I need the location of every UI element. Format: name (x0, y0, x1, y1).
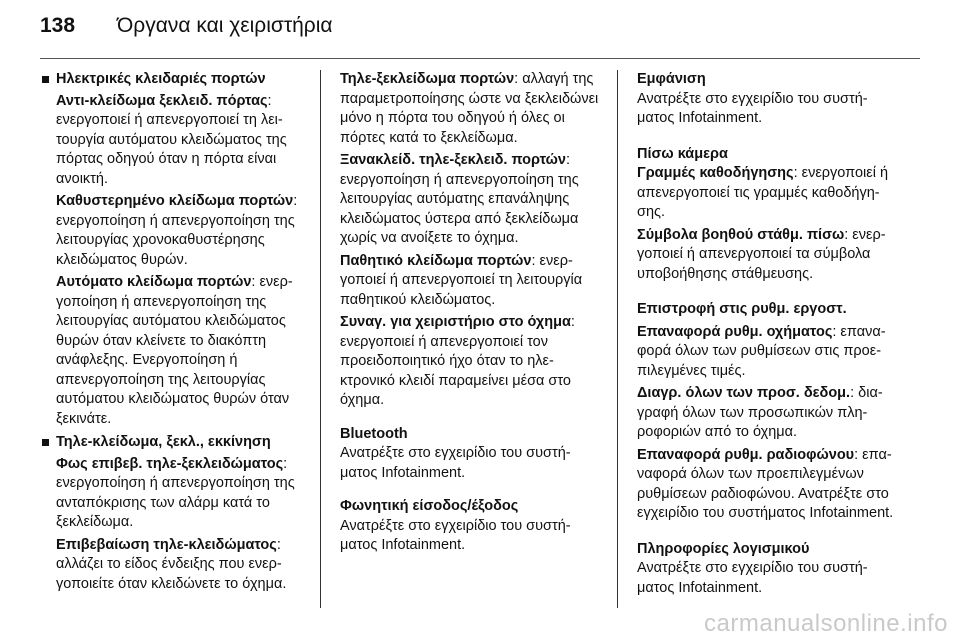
entry-term: Αυτόματο κλείδωμα πορτών (56, 274, 252, 290)
watermark: carmanualsonline.info (704, 610, 948, 637)
column-1 (41, 70, 303, 597)
column-3 (637, 70, 899, 598)
entry-text: : επαναφορά όλων των προεπιλεγμένων ρυθμίσεων ραδιοφώνου. Ανατρέξτε στο εγχειρίδιο του συστήματος Infotainment. (637, 446, 894, 521)
section-text: Ανατρέξτε στο εγχειρίδιο του συστήματος Infotainment. (637, 560, 868, 596)
section-text: Ανατρέξτε στο εγχειρίδιο του συστήματος Infotainment. (340, 517, 571, 553)
entry-term: Φως επιβεβ. τηλε-ξεκλειδώματος (56, 455, 284, 472)
section-heading: Πίσω κάμερα (637, 145, 728, 162)
section-heading: Επιστροφή στις ρυθμ. εργοστ. (637, 301, 847, 317)
section-heading: Φωνητική είσοδος/έξοδος (340, 498, 519, 514)
section-text: Ανατρέξτε στο εγχειρίδιο του συστήματος Infotainment. (637, 90, 868, 126)
entry-text: : ενεργοποιεί ή απενεργοποιεί τα σύμβολα υποβοήθησης στάθμευσης. (637, 226, 886, 282)
entry-text: : διαγραφή όλων των προσωπικών πληροφοριών από το όχημα. (637, 385, 883, 440)
entry-term: Παθητικό κλείδωμα πορτών (340, 252, 532, 269)
section-heading: Bluetooth (340, 425, 408, 442)
section-text: Ανατρέξτε στο εγχειρίδιο του συστήματος Infotainment. (340, 445, 571, 481)
column-divider-1 (320, 70, 321, 608)
section-heading: Εμφάνιση (637, 71, 706, 87)
column-2 (340, 70, 602, 556)
entry-term: Γραμμές καθοδήγησης (637, 165, 794, 181)
bullet-heading-remote: Τηλε-κλείδωμα, ξεκλ., εκκίνηση (41, 433, 303, 453)
entry-delayed-lock (56, 192, 303, 270)
page-header (40, 14, 920, 38)
entry-park-symbols (637, 226, 899, 285)
entry-text: : ενεργοποιεί ή απενεργοποιεί τη λειτουργία αυτόματου κλειδώματος της πόρτας οδηγού όταν η πόρτα είναι ανοικτή. (56, 92, 287, 187)
entry-key-alert (340, 313, 602, 411)
bullet-heading-door-locks: Ηλεκτρικές κλειδαριές πορτών (41, 70, 303, 90)
section-software-info (637, 540, 899, 599)
entry-auto-lock (56, 273, 303, 429)
entry-remote-unlock (340, 70, 602, 148)
entry-term: Επαναφορά ρυθμ. οχήματος (637, 323, 833, 340)
entry-term: Τηλε-ξεκλείδωμα πορτών (340, 71, 515, 87)
entry-reset-radio (637, 446, 899, 524)
section-heading: Πληροφορίες λογισμικού (637, 540, 810, 557)
entry-guide-lines (637, 164, 899, 223)
entry-text: : ενεργοποίηση ή απενεργοποίηση της λειτουργίας χρονοκαθυστέρησης κλειδώματος θυρών. (56, 193, 298, 268)
entry-reset-vehicle (637, 323, 899, 382)
entry-text: : ενεργοποιεί ή απενεργοποιεί τον προειδοποιητικό ήχο όταν το ηλεκτρονικό κλειδί παραμείνει μέσα στο όχημα. (340, 314, 575, 408)
page-number: 138 (40, 14, 76, 37)
entry-passive-lock (340, 252, 602, 311)
section-rear-camera (637, 145, 899, 285)
page-title: Όργανα και χειριστήρια (117, 14, 333, 37)
entry-anti-lockout (56, 92, 303, 190)
entry-text: : ενεργοποιεί ή απενεργοποιεί τις γραμμές καθοδήγησης. (637, 165, 889, 220)
section-display (637, 70, 899, 129)
section-factory-reset (637, 300, 899, 524)
header-rule (40, 58, 920, 59)
entry-term: Διαγρ. όλων των προσ. δεδομ. (637, 385, 851, 401)
entry-text: : ενεργοποίηση ή απενεργοποίηση της λειτουργίας αυτόματης επανάληψης κλειδώματος ύστερα από ξεκλείδωμα χωρίς να ανοίξετε το όχημα. (340, 152, 579, 246)
entry-text: : αλλάζει το είδος ένδειξης που ενεργοποιείτε όταν κλειδώνετε το όχημα. (56, 536, 287, 592)
section-voice (340, 497, 602, 556)
entry-term: Αντι-κλείδωμα ξεκλειδ. πόρτας (56, 92, 268, 109)
entry-text: : ενεργοποίηση ή απενεργοποίηση της ανταπόκρισης των αλάρμ κατά το ξεκλείδωμα. (56, 455, 295, 530)
section-bluetooth (340, 425, 602, 484)
entry-term: Επιβεβαίωση τηλε-κλειδώματος (56, 536, 277, 553)
entry-unlock-light (56, 455, 303, 533)
entry-term: Επαναφορά ρυθμ. ραδιοφώνου (637, 446, 855, 463)
entry-term: Καθυστερημένο κλείδωμα πορτών (56, 193, 294, 209)
entry-term: Συναγ. για χειριστήριο στο όχημα (340, 314, 571, 330)
entry-text: : επαναφορά όλων των ρυθμίσεων στις προεπιλεγμένες τιμές. (637, 323, 886, 379)
entry-text: : ενεργοποίηση ή απενεργοποίηση της λειτουργίας αυτόματου κλειδώματος θυρών όταν κλείνετε το διακόπτη ανάφλεξης. Ενεργοποίηση ή απενεργοποίηση της λειτουργίας αυτόματου κλειδώματος θυρών όταν ξεκινάτε. (56, 274, 293, 427)
entry-text: : ενεργοποιεί ή απενεργοποιεί τη λειτουργία παθητικού κλειδώματος. (340, 252, 583, 308)
entry-clear-personal (637, 384, 899, 443)
column-divider-2 (617, 70, 618, 608)
entry-term: Ξανακλείδ. τηλε-ξεκλειδ. πορτών (340, 152, 566, 168)
entry-relock (340, 151, 602, 249)
entry-lock-confirm (56, 536, 303, 595)
entry-term: Σύμβολα βοηθού στάθμ. πίσω (637, 226, 845, 243)
entry-text: : αλλαγή της παραμετροποίησης ώστε να ξεκλειδώνει μόνο η πόρτα του οδηγού ή όλες οι πόρτες κατά το ξεκλείδωμα. (340, 71, 599, 146)
